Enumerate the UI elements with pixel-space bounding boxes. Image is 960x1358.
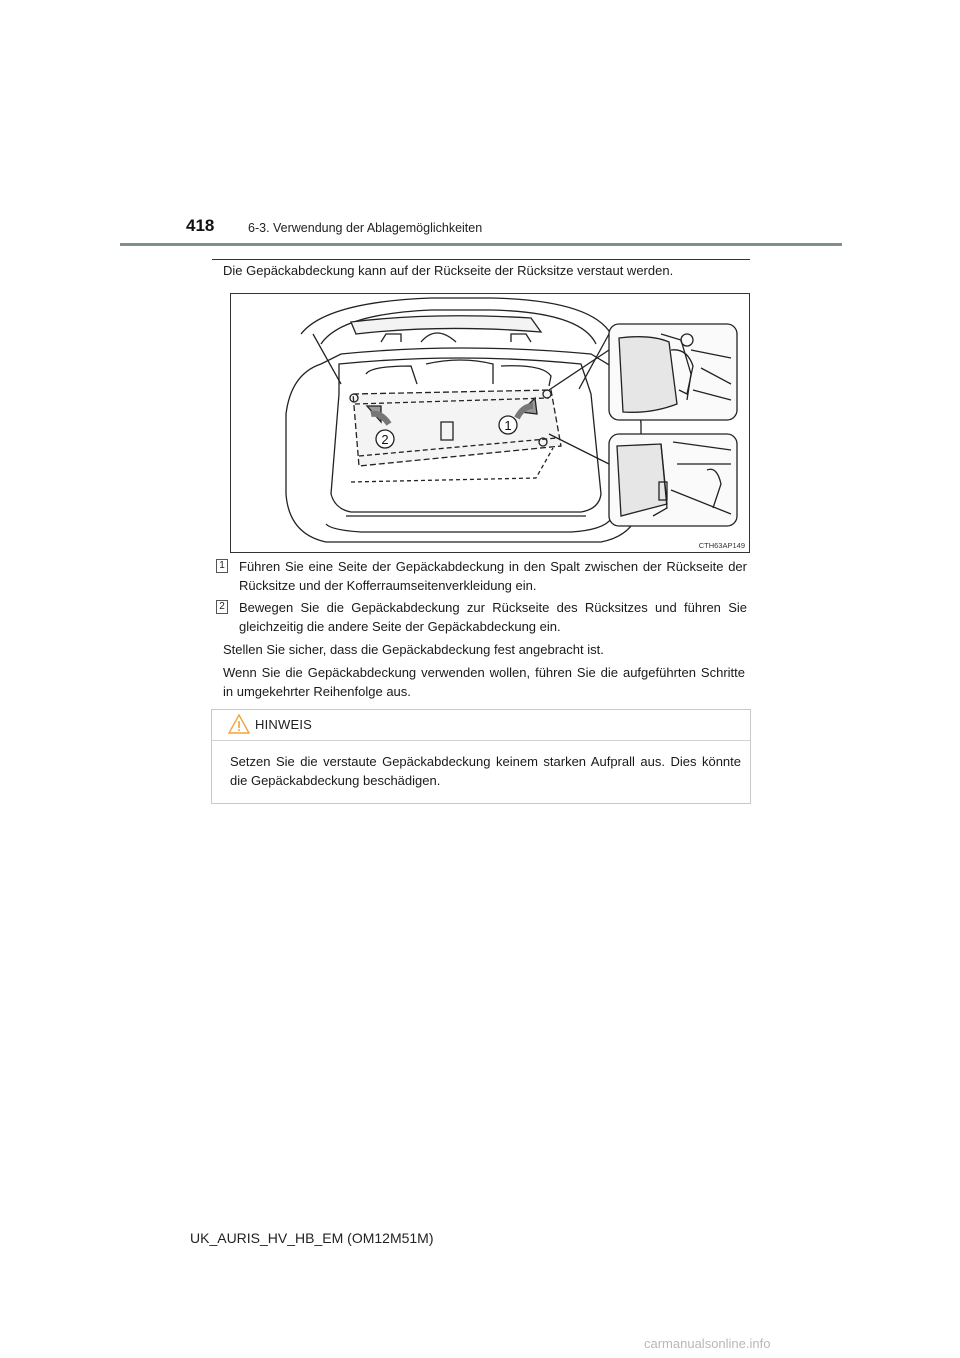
watermark: carmanualsonline.info [644, 1336, 771, 1351]
notice-title: HINWEIS [255, 717, 313, 732]
notice-text: Setzen Sie die verstaute Gepäckabdeckung keinem starken Aufprall aus. Dies könnte die Gepäckabdeckung beschädigen. [230, 754, 741, 788]
notice-box [211, 709, 751, 804]
page-number: 418 [186, 216, 215, 235]
paragraph-reverse-steps: Wenn Sie die Gepäckabdeckung verwenden wollen, führen Sie die aufgeführten Schritte in umgekehrter Reihenfolge aus. [223, 665, 745, 699]
warning-triangle-icon [228, 714, 250, 734]
document-code: UK_AURIS_HV_HB_EM (OM12M51M) [190, 1230, 434, 1246]
intro-divider [212, 259, 750, 260]
header-rule [120, 243, 842, 246]
callout-1: 1 [504, 418, 512, 433]
intro-text: Die Gepäckabdeckung kann auf der Rückseite der Rücksitze verstaut werden. [223, 263, 674, 278]
callout-2: 2 [381, 432, 389, 447]
step-number-badge: 2 [216, 600, 228, 614]
paragraph-secure-check: Stellen Sie sicher, dass die Gepäckabdeckung fest angebracht ist. [223, 642, 604, 657]
step-text: Führen Sie eine Seite der Gepäckabdeckung in den Spalt zwischen der Rückseite der Rücksitze und der Kofferraumseitenverkleidung ein. [239, 559, 747, 593]
step-text: Bewegen Sie die Gepäckabdeckung zur Rückseite des Rücksitzes und führen Sie gleichzeitig die andere Seite der Gepäckabdeckung ein. [239, 600, 747, 634]
trunk-illustration-drawing [231, 294, 750, 553]
step-number-badge: 1 [216, 559, 228, 573]
figure-code: CTH63AP149 [698, 541, 745, 550]
section-title: 6-3. Verwendung der Ablagemöglichkeiten [248, 221, 483, 235]
notice-divider [212, 740, 750, 741]
trunk-illustration [230, 293, 750, 553]
